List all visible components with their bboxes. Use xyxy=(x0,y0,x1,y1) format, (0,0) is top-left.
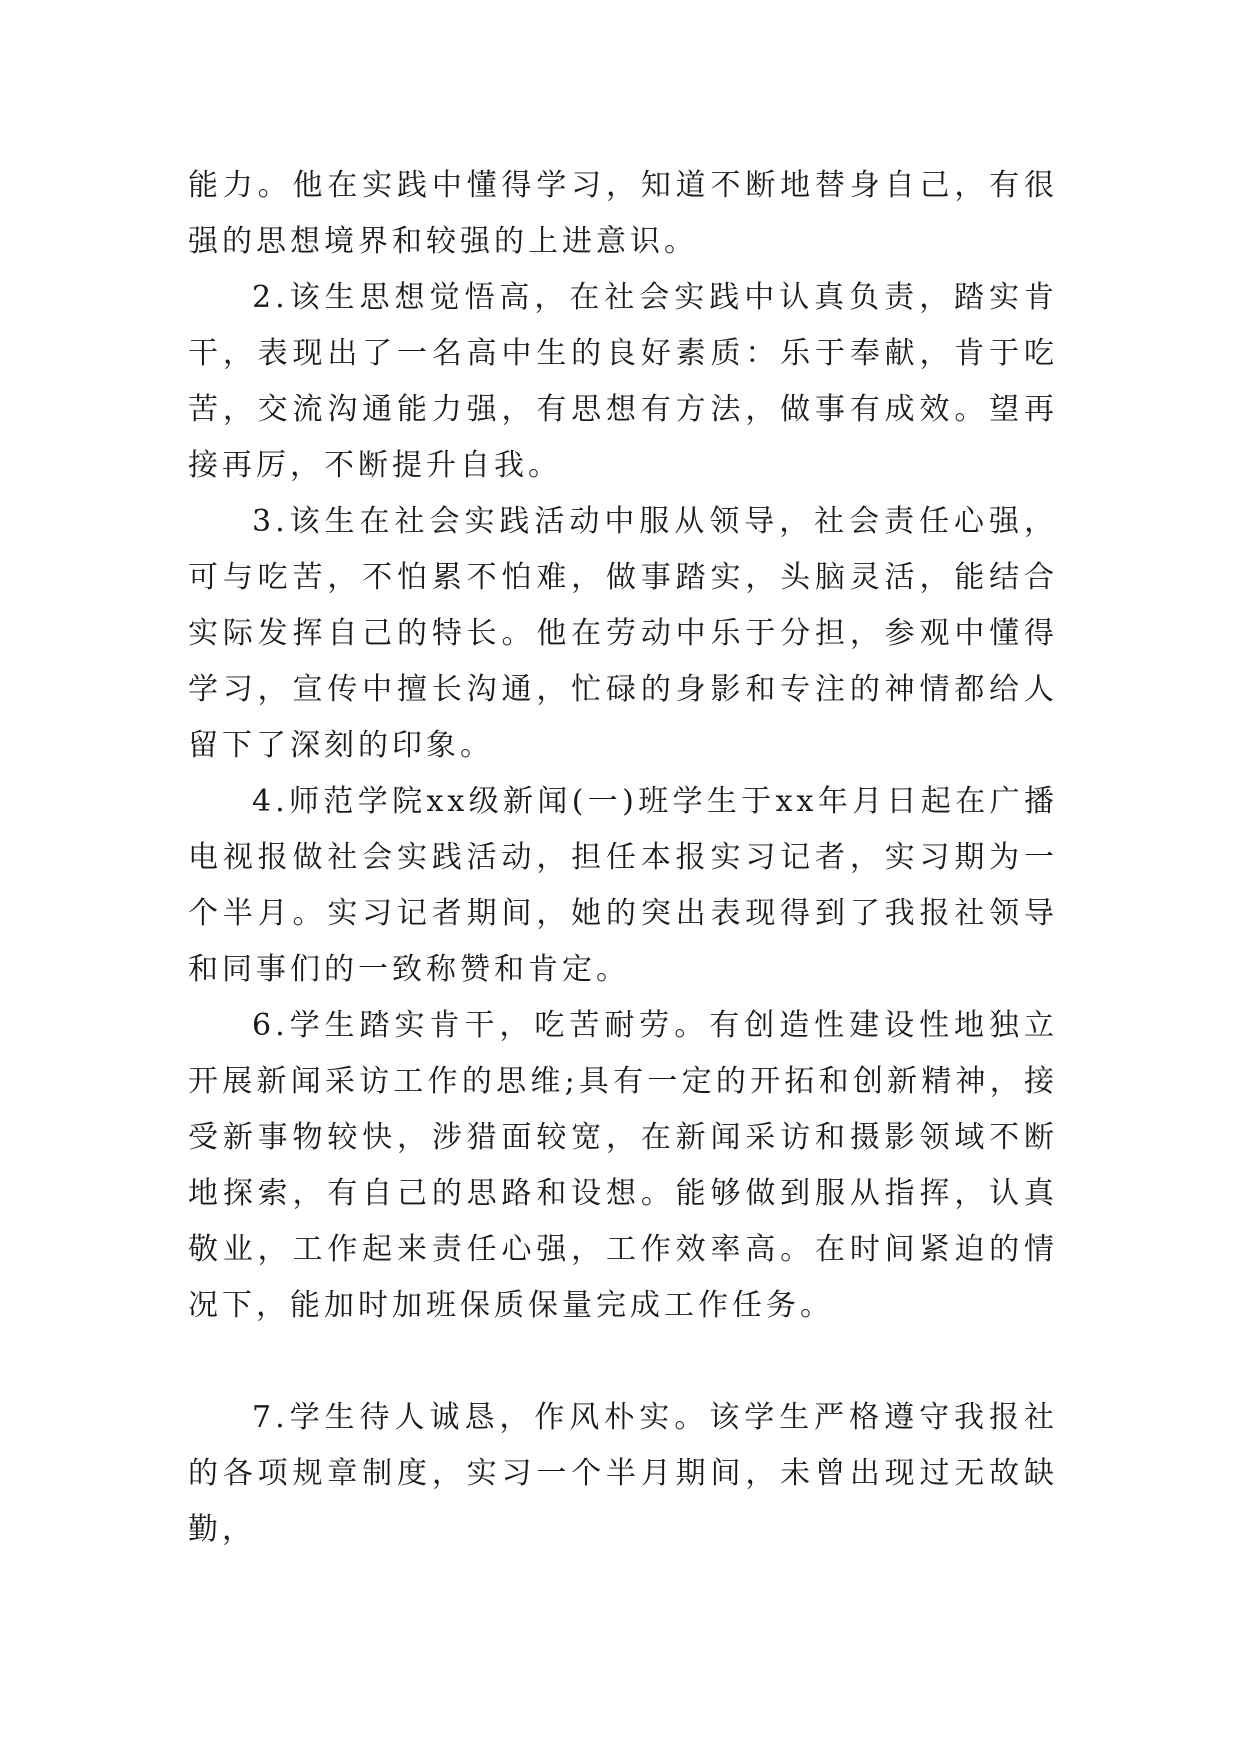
paragraph-continuation: 能力。他在实践中懂得学习，知道不断地替身自己，有很强的思想境界和较强的上进意识。 xyxy=(188,168,1058,259)
paragraph-item-2: 2.该生思想觉悟高，在社会实践中认真负责，踏实肯干，表现出了一名高中生的良好素质：乐于奉献，肯于吃苦，交流沟通能力强，有思想有方法，做事有成效。望再接再厉，不断提升自我。 xyxy=(188,280,1058,483)
paragraph-item-3: 3.该生在社会实践活动中服从领导，社会责任心强，可与吃苦，不怕累不怕难，做事踏实，头脑灵活，能结合实际发挥自己的特长。他在劳动中乐于分担，参观中懂得学习，宣传中擅长沟通，忙碌的身影和专注的神情都给人留下了深刻的印象。 xyxy=(188,504,1058,763)
paragraph-item-4: 4.师范学院xx级新闻(一)班学生于xx年月日起在广播电视报做社会实践活动，担任本报实习记者，实习期为一个半月。实习记者期间，她的突出表现得到了我报社领导和同事们的一致称赞和肯定。 xyxy=(188,784,1058,987)
paragraph-item-6: 6.学生踏实肯干，吃苦耐劳。有创造性建设性地独立开展新闻采访工作的思维;具有一定的开拓和创新精神，接受新事物较快，涉猎面较宽，在新闻采访和摄影领域不断地探索，有自己的思路和设想。能够做到服从指挥，认真敬业，工作起来责任心强，工作效率高。在时间紧迫的情况下，能加时加班保质保量完成工作任务。 xyxy=(188,1008,1058,1323)
document-body xyxy=(188,158,1058,1558)
paragraph-item-7: 7.学生待人诚恳，作风朴实。该学生严格遵守我报社的各项规章制度，实习一个半月期间，未曾出现过无故缺勤， xyxy=(188,1400,1058,1547)
